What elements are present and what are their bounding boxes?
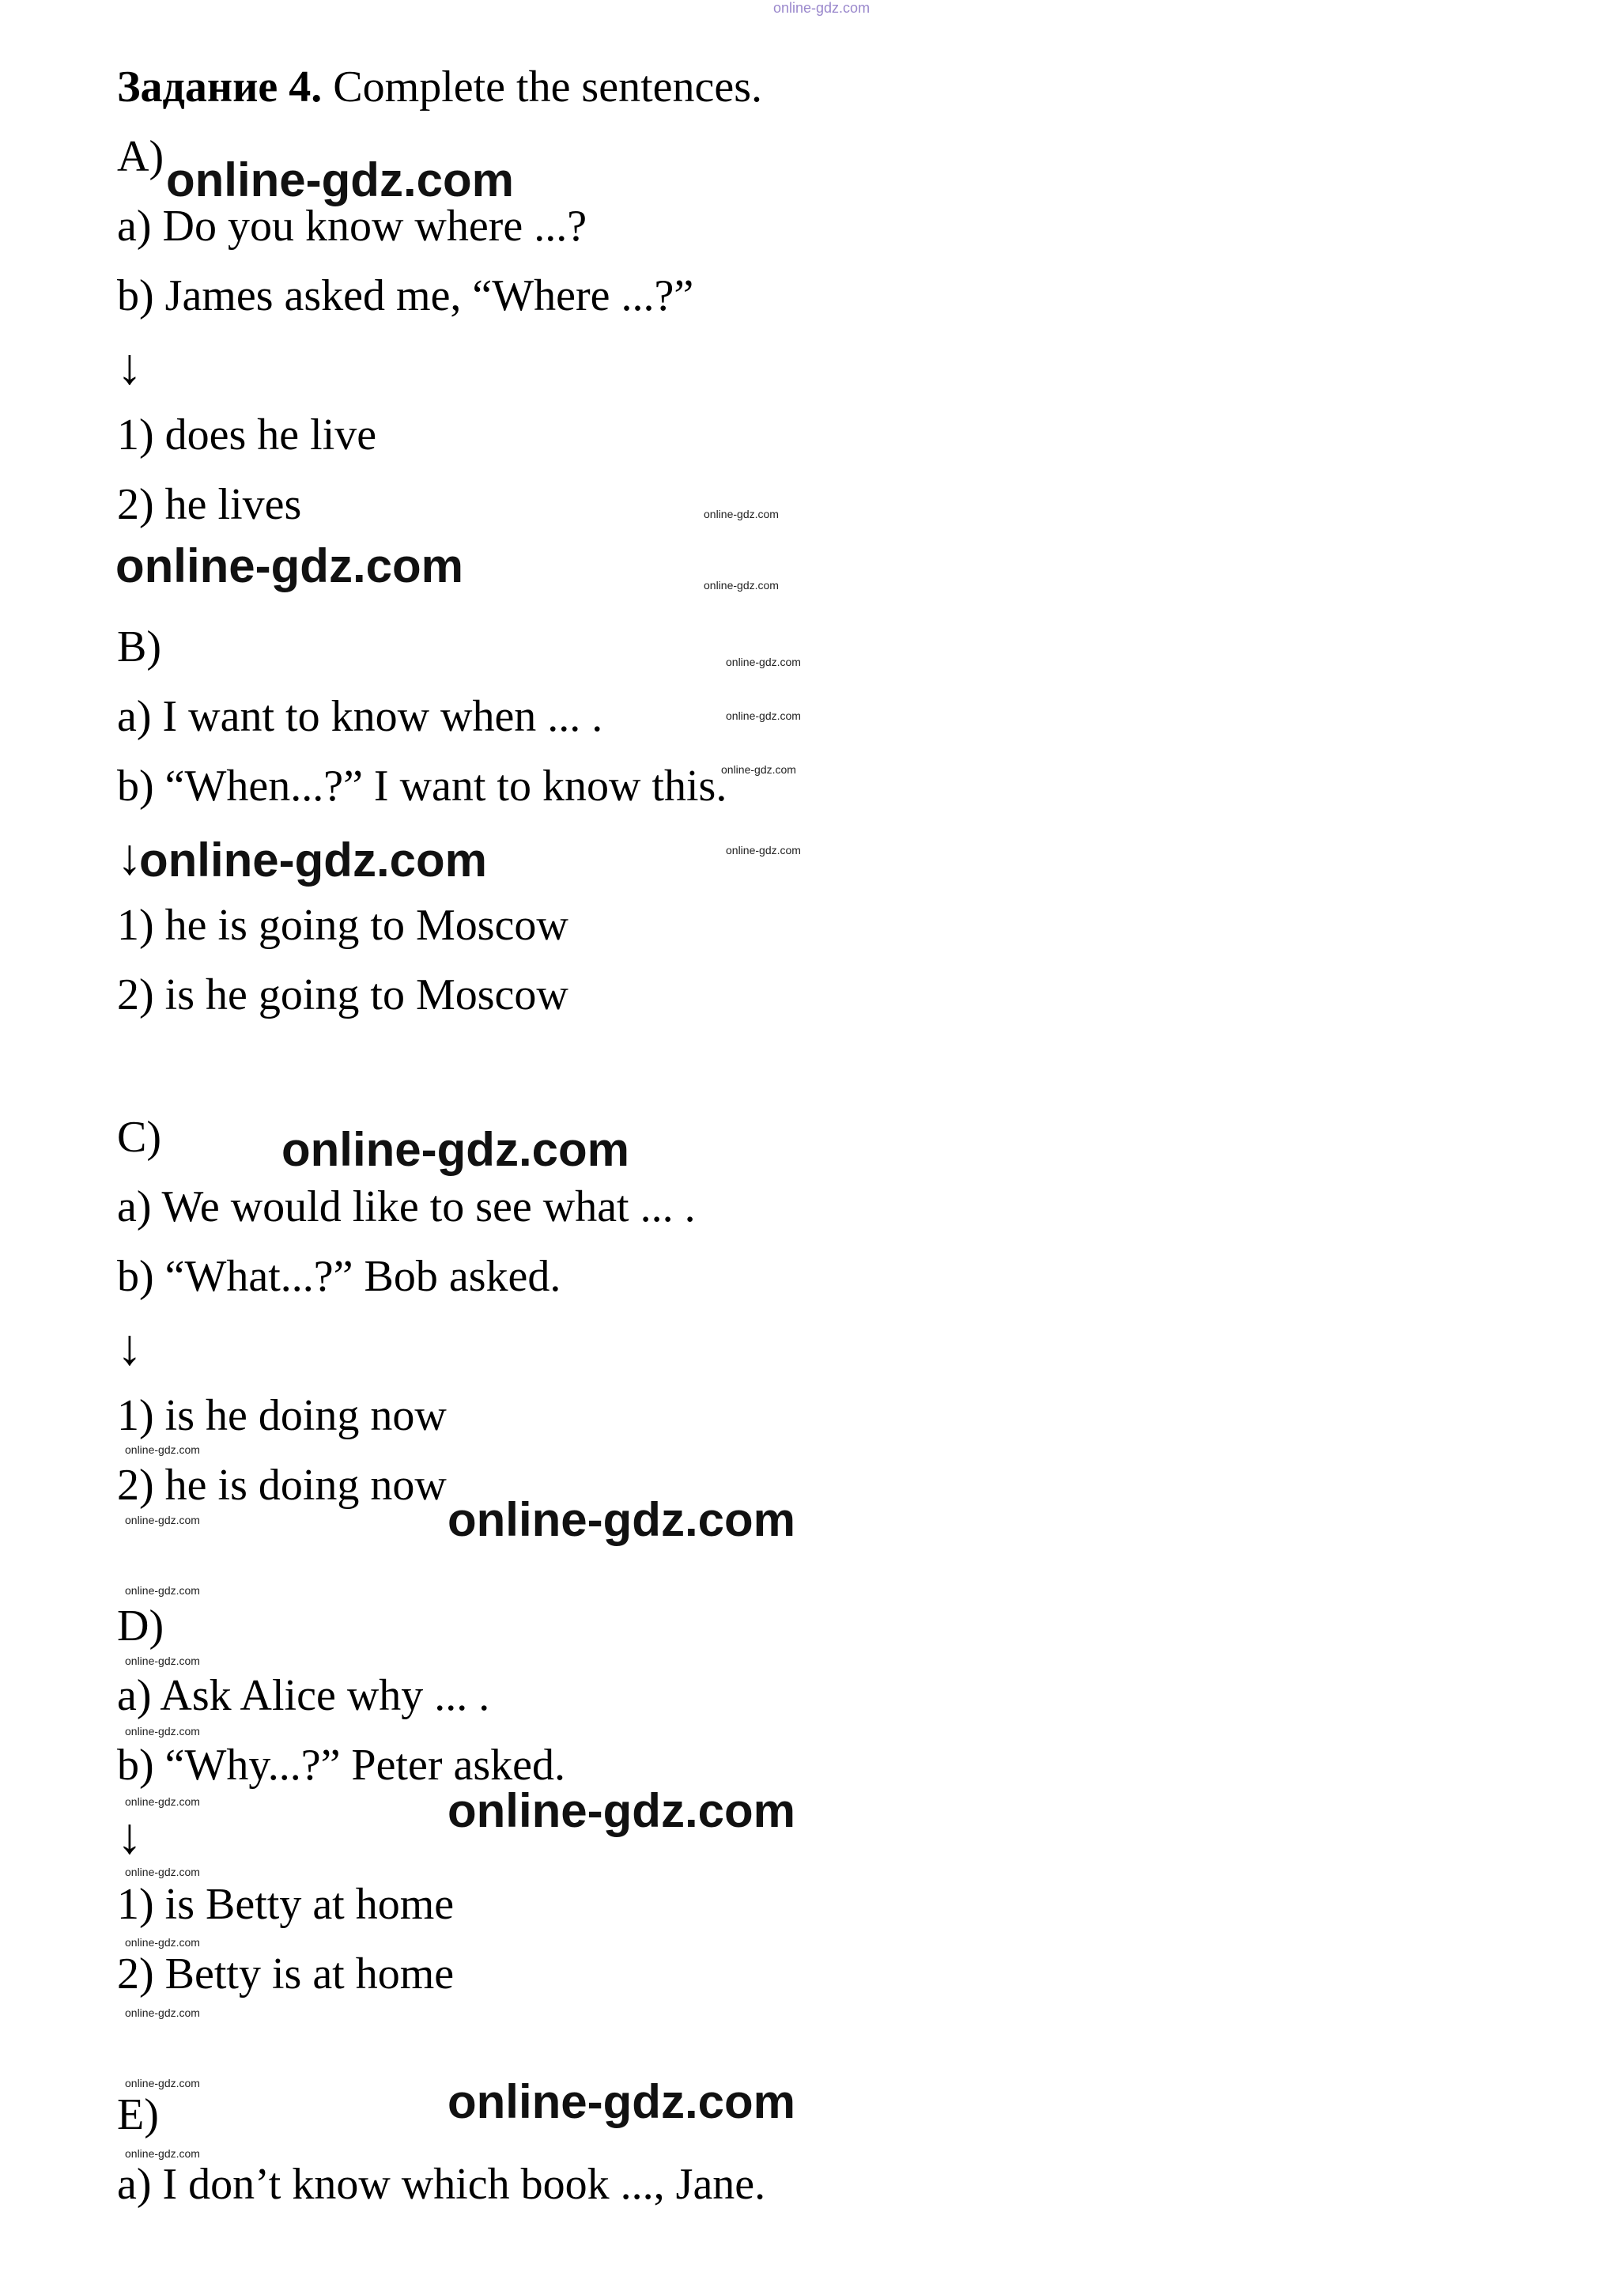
watermark-small: online-gdz.com (125, 1936, 200, 1949)
watermark-small: online-gdz.com (726, 709, 801, 722)
section-e-sentence-a: a) I don’t know which book ..., Jane. (117, 2160, 766, 2209)
task-title (117, 62, 762, 112)
section-b-option-1: 1) he is going to Moscow (117, 901, 568, 950)
section-b-option-2: 2) is he going to Moscow (117, 970, 568, 1019)
watermark-small: online-gdz.com (726, 844, 801, 856)
watermark-small: online-gdz.com (125, 1584, 200, 1597)
section-a-label: A) (117, 132, 164, 181)
section-a-down-arrow-icon: ↓ (117, 338, 142, 395)
watermark-large: online-gdz.com (448, 1784, 795, 1837)
section-c-sentence-a: a) We would like to see what ... . (117, 1182, 696, 1231)
task-instruction: Complete the sentences. (322, 62, 762, 112)
watermark-small: online-gdz.com (125, 2006, 200, 2019)
section-b-sentence-a: a) I want to know when ... . (117, 692, 603, 741)
watermark-small: online-gdz.com (125, 1866, 200, 1878)
section-a-option-1: 1) does he live (117, 410, 377, 459)
section-c-label: C) (117, 1113, 161, 1162)
section-a-option-2: 2) he lives (117, 480, 302, 529)
task-number: Задание 4. (117, 62, 323, 112)
watermark-large: online-gdz.com (448, 2075, 795, 2128)
section-b-label: B) (117, 622, 161, 671)
watermark-small: online-gdz.com (125, 1725, 200, 1738)
watermark-small: online-gdz.com (721, 763, 796, 776)
section-a-sentence-b: b) James asked me, “Where ...?” (117, 271, 694, 320)
section-d-option-1: 1) is Betty at home (117, 1880, 455, 1929)
watermark-large: online-gdz.com (139, 834, 487, 887)
watermark-small: online-gdz.com (125, 1443, 200, 1456)
watermark-small: online-gdz.com (704, 579, 779, 592)
section-c-sentence-b: b) “What...?” Bob asked. (117, 1252, 561, 1301)
section-d-sentence-a: a) Ask Alice why ... . (117, 1671, 490, 1720)
watermark-small: online-gdz.com (125, 1514, 200, 1526)
watermark-large: online-gdz.com (448, 1493, 795, 1546)
section-c-option-1: 1) is he doing now (117, 1391, 447, 1440)
section-d-sentence-b: b) “Why...?” Peter asked. (117, 1741, 565, 1790)
section-a-sentence-a: a) Do you know where ...? (117, 202, 587, 251)
watermark-small: online-gdz.com (125, 1795, 200, 1808)
watermark-small: online-gdz.com (704, 508, 779, 520)
header-watermark: online-gdz.com (773, 0, 871, 16)
section-d-down-arrow-icon: ↓ (117, 1808, 142, 1864)
section-d-option-2: 2) Betty is at home (117, 1949, 455, 1998)
watermark-small: online-gdz.com (726, 656, 801, 668)
section-d-label: D) (117, 1601, 164, 1651)
section-b-sentence-b: b) “When...?” I want to know this. (117, 762, 727, 811)
section-b-down-arrow-icon: ↓ (117, 829, 142, 885)
watermark-small: online-gdz.com (125, 1654, 200, 1667)
section-e-label: E) (117, 2090, 159, 2139)
section-c-option-2: 2) he is doing now (117, 1461, 447, 1510)
watermark-large: online-gdz.com (166, 153, 514, 206)
watermark-large: online-gdz.com (115, 539, 463, 592)
section-c-down-arrow-icon: ↓ (117, 1319, 142, 1375)
watermark-large: online-gdz.com (281, 1123, 629, 1176)
watermark-small: online-gdz.com (125, 2147, 200, 2160)
watermark-small: online-gdz.com (125, 2077, 200, 2089)
